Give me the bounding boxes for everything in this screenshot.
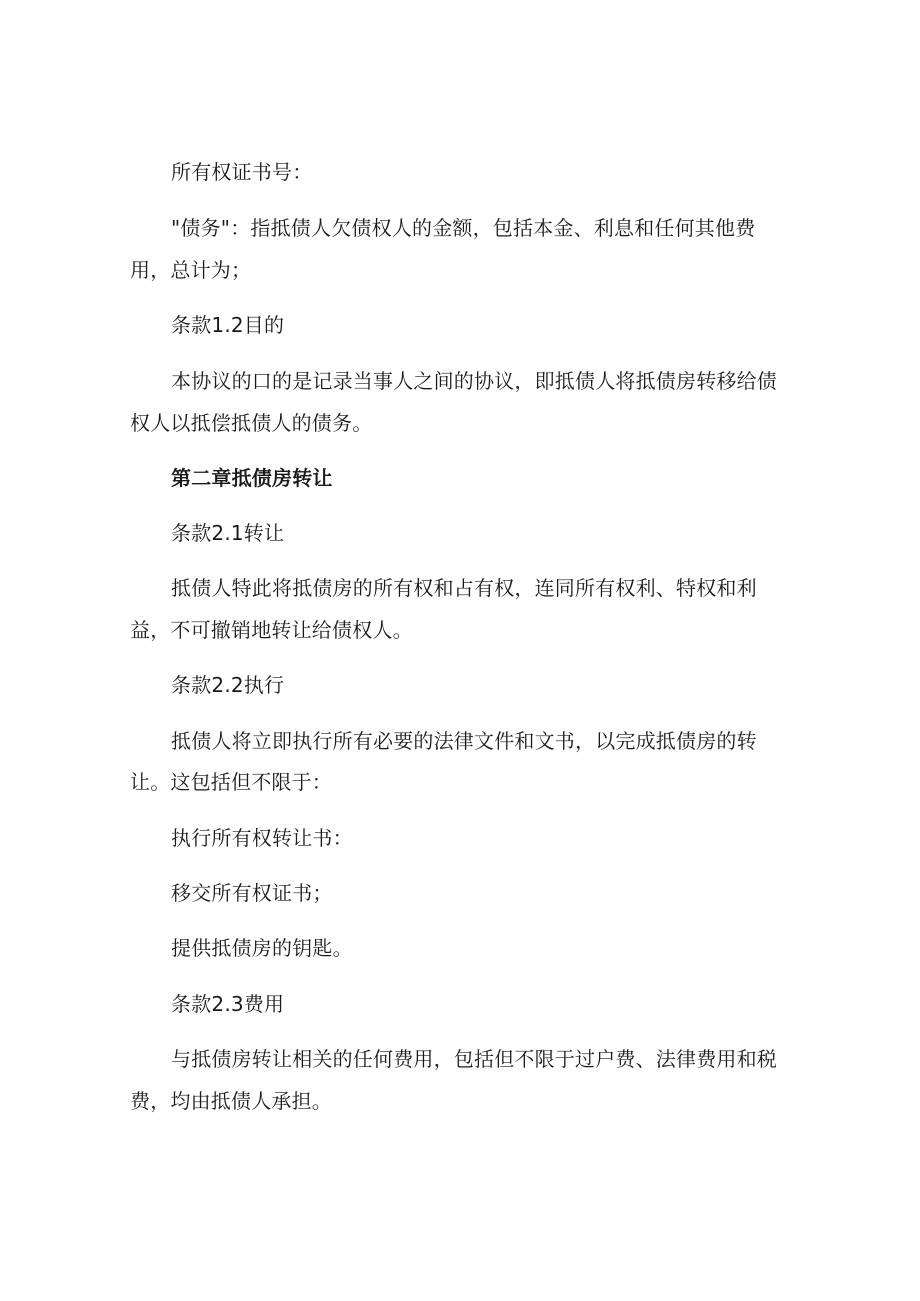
clause-2-1-body-line-2: 益，不可撤销地转让给债权人。 (130, 618, 413, 642)
chapter-2-heading: 第二章抵债房转让 (171, 466, 333, 490)
clause-2-1-heading: 条款2.1转让 (171, 521, 285, 545)
clause-1-2-body-line-2: 权人以抵偿抵债人的债务。 (130, 411, 373, 435)
debt-definition-line-2: 用，总计为； (130, 258, 252, 282)
clause-2-1-body-line-1: 抵债人特此将抵债房的所有权和占有权，连同所有权利、特权和利 (171, 576, 757, 600)
clause-1-2-body-line-1: 本协议的口的是记录当事人之间的协议，即抵债人将抵债房转移给债 (171, 369, 777, 393)
list-item-keys: 提供抵债房的钥匙。 (171, 936, 353, 960)
clause-1-2-heading: 条款1.2目的 (171, 313, 285, 337)
debt-definition-line-1: "债务"：指抵债人欠债权人的金额，包括本金、利息和任何其他费 (171, 216, 756, 240)
list-item-transfer-deed: 执行所有权转让书： (171, 826, 353, 850)
clause-2-3-heading: 条款2.3费用 (171, 992, 285, 1016)
clause-2-2-body-line-1: 抵债人将立即执行所有必要的法律文件和文书，以完成抵债房的转 (171, 729, 757, 753)
clause-2-3-body-line-1: 与抵债房转让相关的任何费用，包括但不限于过户费、法律费用和税 (171, 1047, 777, 1071)
list-item-handover-cert: 移交所有权证书； (171, 881, 333, 905)
clause-2-2-body-line-2: 让。这包括但不限于： (130, 770, 332, 794)
clause-2-3-body-line-2: 费，均由抵债人承担。 (130, 1089, 332, 1113)
clause-2-2-heading: 条款2.2执行 (171, 673, 285, 697)
ownership-cert-label: 所有权证书号： (171, 160, 313, 184)
